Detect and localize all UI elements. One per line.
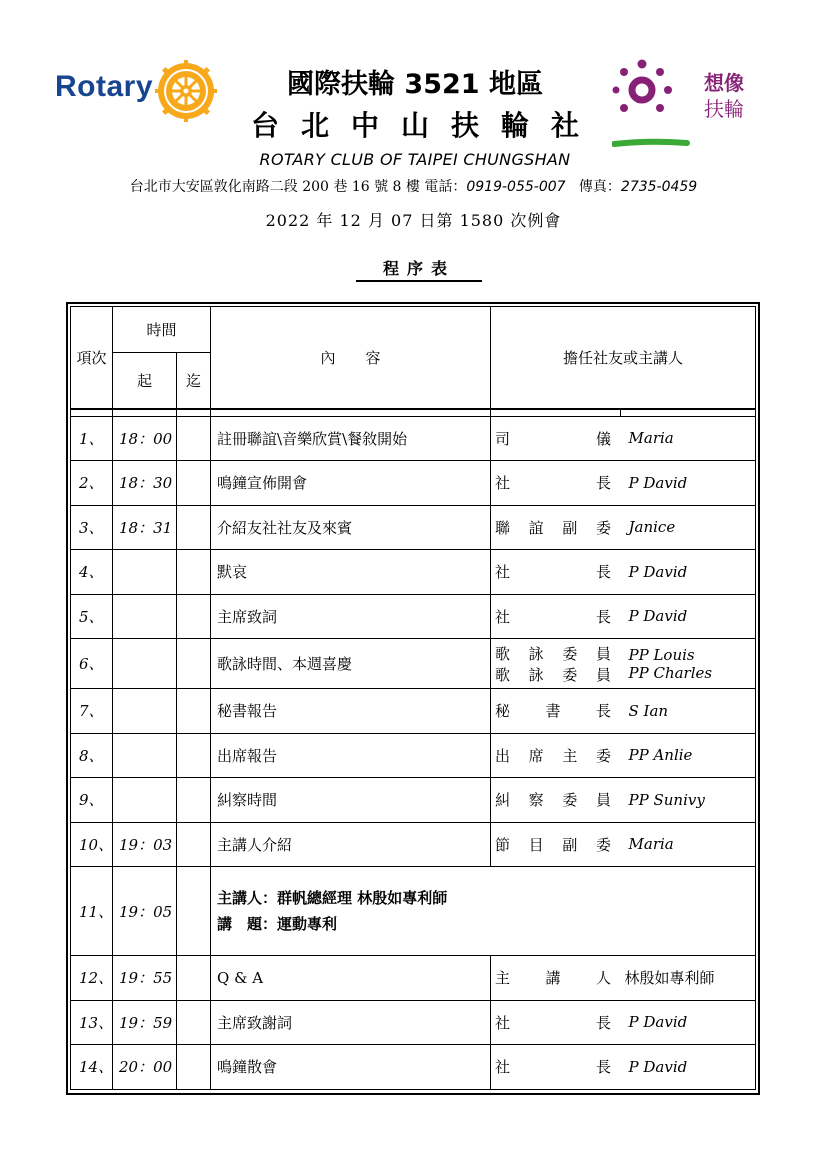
speaker-name: 主講人：群帆總經理 林殷如專利師 <box>217 889 448 907</box>
end-time <box>177 1045 211 1090</box>
person-name <box>621 822 756 867</box>
person-name-text: PP Charles <box>628 663 713 682</box>
end-time <box>177 867 211 956</box>
meeting-line: 2022 年 12 月 07 日第 1580 次例會 <box>265 211 562 230</box>
person-role <box>491 505 621 550</box>
table-row <box>71 956 756 1001</box>
table-row <box>71 1000 756 1045</box>
table-row <box>71 461 756 506</box>
role-label: 社 長 <box>495 474 612 493</box>
end-time <box>177 461 211 506</box>
item-content: 歌詠時間、本週喜慶 <box>211 639 491 689</box>
item-number: 10、 <box>71 822 113 867</box>
item-content: 出席報告 <box>211 733 491 778</box>
person-role <box>491 822 621 867</box>
header-item-no: 項次 <box>71 307 113 409</box>
role-label: 社 長 <box>495 563 612 582</box>
fax-label: 傳真： <box>565 179 621 195</box>
person-name <box>621 550 756 595</box>
role-label: 社 長 <box>495 607 612 626</box>
start-time <box>113 689 177 734</box>
end-time <box>177 416 211 461</box>
start-time: 19：03 <box>113 822 177 867</box>
imagine-text <box>704 70 744 122</box>
imagine-dots-icon <box>612 58 692 153</box>
person-role <box>491 550 621 595</box>
start-time <box>113 550 177 595</box>
program-table-grid <box>70 306 756 1090</box>
role-label: 糾 察 委 員 <box>495 791 611 810</box>
item-number: 8、 <box>71 733 113 778</box>
table-row <box>71 505 756 550</box>
item-content: 默哀 <box>211 550 491 595</box>
person-role <box>491 733 621 778</box>
table-row <box>71 733 756 778</box>
item-content: 主席致謝詞 <box>211 1000 491 1045</box>
end-time <box>177 733 211 778</box>
start-time: 19：05 <box>113 867 177 956</box>
item-number: 3、 <box>71 505 113 550</box>
table-row <box>71 689 756 734</box>
person-name <box>621 778 756 823</box>
person-role <box>491 956 621 1001</box>
item-content: Q & A <box>211 956 491 1001</box>
item-content: 主講人介紹 <box>211 822 491 867</box>
program-table <box>66 302 760 1095</box>
header-time: 時間 <box>113 307 211 353</box>
item-number: 5、 <box>71 594 113 639</box>
table-row <box>71 550 756 595</box>
start-time: 19：55 <box>113 956 177 1001</box>
item-number: 9、 <box>71 778 113 823</box>
fax-number: 2735-0459 <box>620 179 698 195</box>
item-content: 鳴鐘散會 <box>211 1045 491 1090</box>
role-label: 司 儀 <box>495 429 612 448</box>
speaker-details <box>211 867 756 956</box>
speech-topic: 講 題：運動專利 <box>217 915 338 933</box>
person-name <box>621 956 756 1001</box>
table-row <box>71 594 756 639</box>
item-content: 介紹友社社友及來賓 <box>211 505 491 550</box>
person-role <box>491 461 621 506</box>
separator-cell <box>113 409 177 417</box>
separator-cell <box>491 409 621 417</box>
imagine-line1: 想像 <box>704 71 744 95</box>
table-row <box>71 778 756 823</box>
person-name-text: P David <box>628 562 688 581</box>
separator-cell <box>211 409 491 417</box>
item-content: 秘書報告 <box>211 689 491 734</box>
person-name <box>621 505 756 550</box>
table-row <box>71 1045 756 1090</box>
item-content: 糾察時間 <box>211 778 491 823</box>
item-content: 鳴鐘宣佈開會 <box>211 461 491 506</box>
phone-number: 0919-055-007 <box>466 179 566 195</box>
person-role <box>491 778 621 823</box>
separator-cell <box>177 409 211 417</box>
item-number: 1、 <box>71 416 113 461</box>
person-name <box>621 733 756 778</box>
person-name-text: Maria <box>628 835 674 854</box>
item-number: 2、 <box>71 461 113 506</box>
header-end: 迄 <box>177 353 211 409</box>
separator-cell <box>71 409 113 417</box>
role-label: 歌 詠 委 員 <box>495 665 611 684</box>
end-time <box>177 822 211 867</box>
district-title: 國際扶輪 3521 地區 <box>287 69 543 100</box>
person-name <box>621 689 756 734</box>
end-time <box>177 778 211 823</box>
start-time <box>113 778 177 823</box>
program-title: 程序表 <box>356 256 482 282</box>
club-english-name: ROTARY CLUB OF TAIPEI CHUNGSHAN <box>259 150 571 169</box>
item-content: 主席致詞 <box>211 594 491 639</box>
person-name-text: P David <box>628 1057 688 1076</box>
person-name <box>621 639 756 689</box>
club-title: 台北中山扶輪社 <box>250 109 601 142</box>
person-name-text: PP Louis <box>628 645 695 664</box>
end-time <box>177 1000 211 1045</box>
table-row <box>71 416 756 461</box>
end-time <box>177 550 211 595</box>
item-number: 12、 <box>71 956 113 1001</box>
header-content: 內 容 <box>211 307 491 409</box>
start-time: 18：00 <box>113 416 177 461</box>
address-text: 台北市大安區敦化南路二段 200 巷 16 號 8 樓 電話： <box>129 179 467 195</box>
person-name-text: Janice <box>628 518 676 537</box>
person-role <box>491 416 621 461</box>
start-time <box>113 733 177 778</box>
item-number: 13、 <box>71 1000 113 1045</box>
start-time: 19：59 <box>113 1000 177 1045</box>
person-name <box>621 416 756 461</box>
header-start: 起 <box>113 353 177 409</box>
separator-cell <box>621 409 756 417</box>
end-time <box>177 956 211 1001</box>
table-row <box>71 822 756 867</box>
person-role <box>491 1000 621 1045</box>
address-line <box>0 176 827 196</box>
role-label: 出 席 主 委 <box>495 746 611 765</box>
person-role <box>491 1045 621 1090</box>
imagine-rotary-logo <box>612 58 762 153</box>
person-name-text: Maria <box>628 429 674 448</box>
role-label: 聯 誼 副 委 <box>495 518 611 537</box>
role-label: 社 長 <box>495 1013 612 1032</box>
role-label: 社 長 <box>495 1058 612 1077</box>
header-separator <box>71 409 756 417</box>
person-name <box>621 594 756 639</box>
start-time <box>113 594 177 639</box>
person-role <box>491 594 621 639</box>
speaker-row <box>71 867 756 956</box>
role-label: 主 講 人 <box>495 969 611 988</box>
end-time <box>177 689 211 734</box>
item-number: 11、 <box>71 867 113 956</box>
person-name-text: P David <box>628 473 688 492</box>
start-time: 18：30 <box>113 461 177 506</box>
end-time <box>177 594 211 639</box>
item-number: 7、 <box>71 689 113 734</box>
end-time <box>177 639 211 689</box>
item-number: 6、 <box>71 639 113 689</box>
person-name-text: 林殷如專利師 <box>624 969 715 988</box>
person-name-text: P David <box>628 607 688 626</box>
table-row <box>71 639 756 689</box>
role-label: 秘 書 長 <box>495 702 611 721</box>
person-name-text: PP Anlie <box>628 746 693 765</box>
imagine-line2: 扶輪 <box>704 97 744 121</box>
person-name-text: S Ian <box>628 701 669 720</box>
header-person: 擔任社友或主講人 <box>491 307 756 409</box>
person-name-text: P David <box>628 1013 688 1032</box>
person-role <box>491 689 621 734</box>
person-role <box>491 639 621 689</box>
item-content: 註冊聯誼\音樂欣賞\餐敘開始 <box>211 416 491 461</box>
item-number: 14、 <box>71 1045 113 1090</box>
role-label: 歌 詠 委 員 <box>495 644 611 663</box>
start-time: 20：00 <box>113 1045 177 1090</box>
person-name <box>621 1045 756 1090</box>
start-time <box>113 639 177 689</box>
person-name <box>621 461 756 506</box>
person-name-text: PP Sunivy <box>628 790 705 809</box>
person-name <box>621 1000 756 1045</box>
end-time <box>177 505 211 550</box>
item-number: 4、 <box>71 550 113 595</box>
start-time: 18：31 <box>113 505 177 550</box>
role-label: 節 目 副 委 <box>495 835 611 854</box>
rotary-wordmark: Rotary <box>55 70 154 103</box>
